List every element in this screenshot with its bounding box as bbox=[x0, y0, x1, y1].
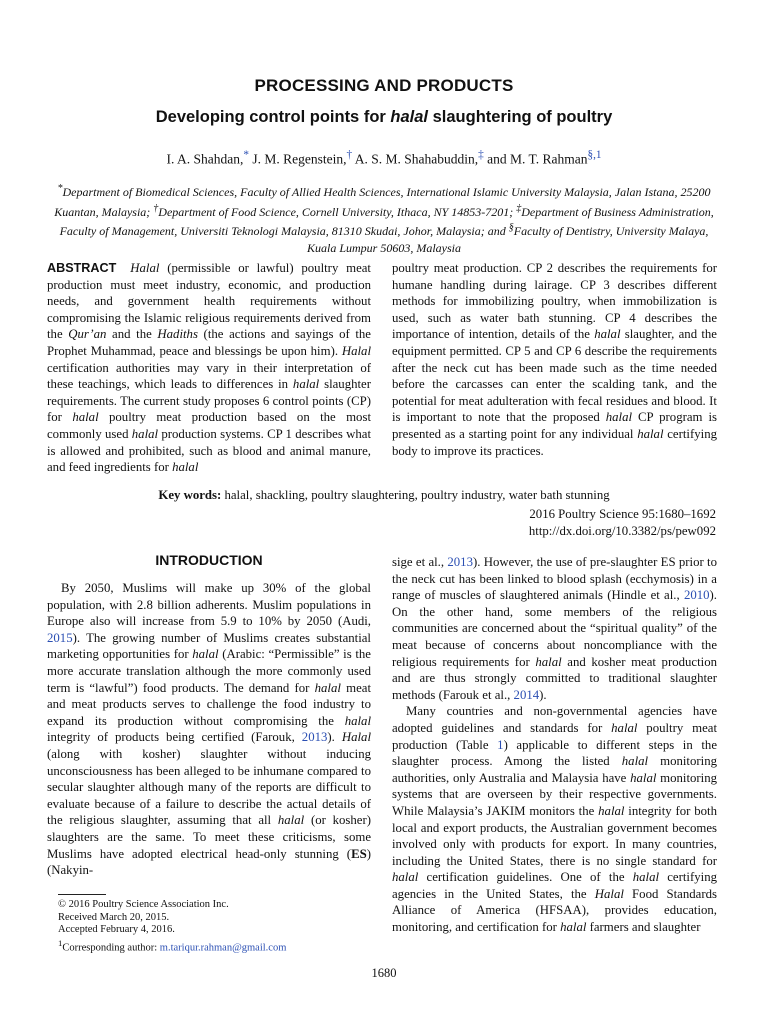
affiliations: *Department of Biomedical Sciences, Faculty of Allied Health Sciences, International Islamic University Malaysia, Jalan Istana, 25200 Kuantan, Malaysia; †Department of Food Science, Cornell University, Ithaca, NY 14853-7201; ‡Department of Business Administration, Faculty of Management, Universiti Teknologi Malaysia, 81310 Skudai, Johor, Malaysia; and §Faculty of Dentistry, University Malaya, Kuala Lumpur 50603, Malaysia bbox=[54, 183, 714, 255]
text-run: (along with kosher) slaughter without inducing unconsciousness has been alleged to be inhumane compared to secular slaughter although many of the reports are difficult to evaluate because of a failure to describe the actual details of the religious slaughter, assuming that all bbox=[47, 746, 371, 828]
reference-link[interactable]: 2013 bbox=[447, 555, 473, 569]
text-run: farmers and slaughter bbox=[586, 920, 701, 935]
text-run: certification guidelines. One of the bbox=[418, 870, 633, 885]
journal-citation: 2016 Poultry Science 95:1680–1692 bbox=[529, 507, 716, 521]
italic-term: halal bbox=[131, 426, 159, 441]
text-run: monitoring authorities, only Australia and Malaysia have bbox=[392, 754, 717, 785]
text-run: (the actions and sayings of the Prophet Muhammad, peace and blessings be upon him). bbox=[47, 327, 371, 358]
italic-term: halal bbox=[611, 720, 638, 735]
italic-term: halal bbox=[605, 410, 633, 425]
text-run: By 2050, Muslims will make up 30% of the global population, with 2.8 billion adherents. Muslim populations in Europe also will increase from 5.9 to 10% by 2050 (Audi, bbox=[47, 581, 371, 629]
author-list: I. A. Shahdan,* J. M. Regenstein,† A. S. M. Shahabuddin,‡ and M. T. Rahman$^{\S,1}$ bbox=[166, 149, 602, 167]
text-run: integrity for both local and export products, the Australian government becomes involved only with products for export. In many countries, including the United States, there is no single standard for bbox=[392, 803, 717, 868]
text-run: ). The growing number of Muslims creates substantial marketing opportunities for bbox=[47, 630, 371, 662]
text-run: ) applicable to different steps in the slaughter process. Among the listed bbox=[392, 737, 717, 769]
section-title: PROCESSING AND PRODUCTS bbox=[254, 76, 514, 95]
text-run: sige et al., bbox=[392, 555, 448, 569]
text-run: slaughter requirements. The current study proposes 6 control points (CP) for bbox=[47, 377, 372, 425]
received-date: Received March 20, 2015. bbox=[58, 911, 170, 923]
text-run: certification authorities may vary in their interpretation of these teachings, which leads to differences in bbox=[47, 360, 371, 392]
italic-term: Halal bbox=[341, 730, 371, 745]
corresponding-author: $^1$Corresponding author: m.tariqur.rahman@gmail.com bbox=[58, 937, 287, 954]
text-run: certifying agencies in the United States, the bbox=[392, 870, 717, 901]
bold-term: ES bbox=[351, 846, 367, 861]
reference-link[interactable]: 1 bbox=[497, 737, 504, 752]
text-run: slaughter, and the equipment permitted. CP 5 and CP 6 describe the requirements after the neck cut has been made such as the time needed before the carcasses can enter the scalding tank, and the potential for meat adulteration with fecal residues and blood. It is important to note that the proposed bbox=[392, 327, 717, 425]
email-link[interactable]: m.tariqur.rahman@gmail.com bbox=[159, 942, 287, 954]
italic-term: halal bbox=[172, 460, 199, 475]
text-run: and kosher meat production and are thus strongly committed to traditional slaughter methods (Farouk et al., bbox=[392, 654, 718, 702]
text-run: poultry meat production. CP 2 describes the requirements for humane handling during lairage. CP 3 describes different methods for immobilizing poultry, when immobilization is used, such as water bath stunning. CP 4 describes the importance of intention, details of the bbox=[392, 261, 717, 342]
reference-link[interactable]: 2015 bbox=[47, 630, 73, 645]
italic-term: halal bbox=[344, 713, 371, 728]
text-run: certifying body to improve its practices. bbox=[392, 426, 717, 458]
italic-term: halal bbox=[72, 410, 99, 425]
italic-term: halal bbox=[637, 426, 664, 441]
paper-title: Developing control points for halal slaughtering of poultry bbox=[155, 108, 613, 126]
citation-info bbox=[529, 506, 716, 539]
text-run: CP program is presented as a starting point for any individual bbox=[392, 410, 717, 441]
text-run: integrity of products being certified (Farouk, bbox=[47, 730, 302, 745]
italic-term: halal bbox=[560, 920, 587, 935]
italic-term: Qur’an bbox=[68, 327, 107, 342]
introduction-column-left bbox=[47, 580, 371, 879]
text-run: (or kosher) slaughters are the same. To meet these criticisms, some Muslims have adopted electrical head-only stunning ( bbox=[47, 813, 371, 861]
reference-link[interactable]: 2014 bbox=[513, 687, 540, 702]
abstract-column-right bbox=[392, 260, 717, 459]
text-run: ). bbox=[539, 687, 547, 702]
footnote-rule bbox=[58, 894, 106, 895]
abstract-heading: ABSTRACT bbox=[47, 261, 117, 275]
introduction-column-right bbox=[392, 554, 717, 936]
keywords: Key words: halal, shackling, poultry slaughtering, poultry industry, water bath stunning bbox=[158, 488, 610, 502]
italic-term: halal bbox=[630, 770, 657, 785]
page-number: 1680 bbox=[371, 966, 397, 980]
italic-term: halal bbox=[392, 870, 419, 885]
accepted-date: Accepted February 4, 2016. bbox=[58, 924, 175, 936]
italic-term: Hadiths bbox=[157, 327, 198, 342]
italic-term: halal bbox=[192, 647, 219, 662]
italic-term: Halal bbox=[130, 261, 160, 275]
text-run: ) (Nakyin- bbox=[47, 846, 371, 878]
text-run: and the bbox=[106, 327, 158, 342]
italic-term: Halal bbox=[341, 343, 371, 358]
introduction-heading: INTRODUCTION bbox=[155, 552, 263, 568]
footnotes bbox=[58, 899, 378, 955]
text-run: monitoring systems that are overseen by their respective governments. While Malaysia’s JAKIM monitors the bbox=[392, 770, 718, 818]
reference-link[interactable]: 2010 bbox=[683, 588, 710, 603]
text-run: Many countries and non-governmental agencies have adopted guidelines and standards for bbox=[392, 704, 717, 735]
italic-term: halal bbox=[535, 654, 562, 669]
italic-term: halal bbox=[314, 680, 341, 695]
italic-term: Halal bbox=[594, 886, 624, 901]
text-run: meat and meat products serves to challenge the food industry to expand its production without compromising the bbox=[47, 680, 371, 728]
reference-link[interactable]: 2013 bbox=[301, 730, 328, 745]
text-run: ). On the other hand, some members of the religious communities are concerned about the “spiritual quality” of the meat because of concerns about noncompliance with the religious requirements for bbox=[392, 588, 717, 669]
italic-term: halal bbox=[632, 870, 660, 885]
abstract-column-left bbox=[47, 260, 371, 476]
doi-link[interactable]: http://dx.doi.org/10.3382/ps/pew092 bbox=[528, 523, 716, 538]
text-run: production systems. CP 1 describes what is allowed and prohibited, such as blood and animal manure, and feed ingredients for bbox=[47, 426, 371, 475]
text-run: poultry meat production (Table bbox=[392, 720, 718, 752]
italic-term: halal bbox=[594, 327, 621, 342]
text-run: ). bbox=[327, 730, 342, 745]
text-run: Food Standards Alliance of America (HFSAA), provides education, monitoring, and certification for bbox=[392, 886, 717, 935]
copyright-note: © 2016 Poultry Science Association Inc. bbox=[58, 899, 229, 910]
text-run: (Arabic: “Permissible” is the more accurate translation although the more commonly used term is “lawful”) food products. The demand for bbox=[47, 647, 371, 695]
italic-term: halal bbox=[621, 754, 649, 769]
italic-term: halal bbox=[277, 813, 305, 828]
text-run: (permissible or lawful) poultry meat production must meet industry, economic, and production needs, and government health requirements without compromising the Islamic religious requirements derived from the bbox=[47, 261, 371, 342]
italic-term: halal bbox=[598, 803, 625, 818]
italic-term: halal bbox=[292, 377, 320, 392]
text-run: poultry meat production based on the most commonly used bbox=[47, 410, 371, 441]
text-run: ). However, the use of pre-slaughter ES prior to the neck cut has been linked to blood splash (ecchymosis) in a range of muscles of slaughtered animals (Hindle et al., bbox=[392, 555, 717, 603]
